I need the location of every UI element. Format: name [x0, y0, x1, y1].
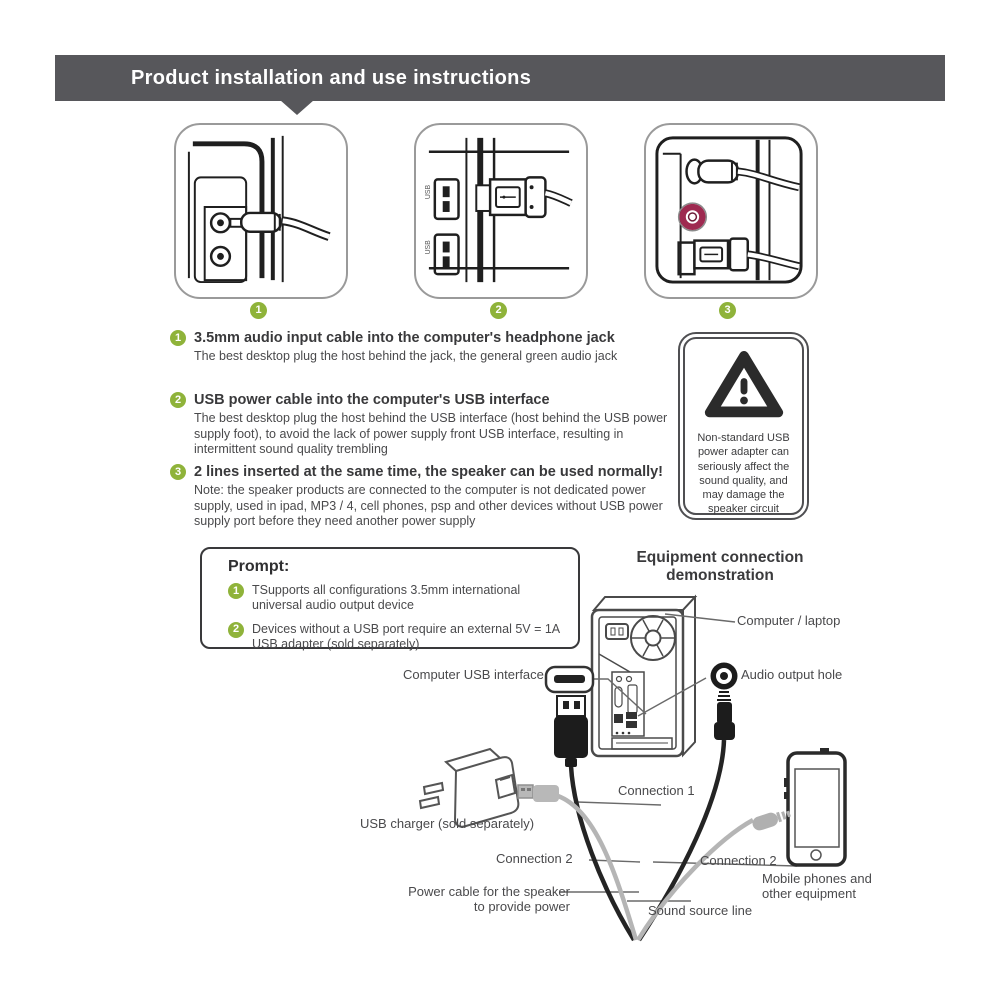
page-title: Product installation and use instructions	[131, 67, 532, 89]
computer-tower-drawing	[592, 597, 695, 756]
step-3-badge: 3	[170, 464, 186, 480]
step-2-text	[194, 392, 684, 458]
panel-3-number: 3	[719, 302, 736, 319]
panel-1-number: 1	[250, 302, 267, 319]
mobile-audio-plug-drawing	[751, 807, 792, 832]
usb-port-label-1: USB	[424, 184, 432, 200]
prompt-2-text: Devices without a USB port require an external 5V = 1A USB adapter (sold separately)	[252, 621, 560, 651]
usb-port-drawing	[421, 130, 577, 288]
audio-plug-drawing	[714, 692, 735, 740]
demo-title	[600, 549, 840, 586]
label-connection-2-left: Connection 2	[496, 851, 573, 866]
both-cables-drawing	[651, 130, 807, 288]
banner-notch	[280, 100, 314, 115]
warning-box	[678, 332, 809, 520]
panel-2-number: 2	[490, 302, 507, 319]
step-1-body: The best desktop plug the host behind the jack, the general green audio jack	[194, 349, 618, 363]
warning-text: Non-standard USB power adapter can seriously affect the sound quality, and may damage the speaker circuit	[697, 432, 790, 516]
label-audio-output-hole: Audio output hole	[741, 667, 843, 682]
label-mobile-phones: Mobile phones and other equipment	[762, 871, 872, 901]
step-3-body: Note: the speaker products are connected to the computer is not dedicated power supply, used in ipad, MP3 / 4, cell phones, psp and other devices without USB power supply port before they need another power supply	[194, 483, 663, 528]
step-2	[170, 392, 684, 458]
warning-box-inner	[683, 337, 804, 515]
panel-audio-jack	[174, 123, 348, 299]
usb-plug-drawing	[554, 696, 588, 767]
step-2-body: The best desktop plug the host behind the USB interface (host behind the USB power supply foot), to avoid the lack of power supply front USB interface, resulting in intermittent sound quality trembling	[194, 411, 668, 456]
label-computer-laptop: Computer / laptop	[737, 613, 841, 628]
label-computer-usb-interface: Computer USB interface	[403, 667, 544, 682]
warning-triangle-icon	[701, 347, 787, 423]
step-1-badge: 1	[170, 330, 186, 346]
label-usb-charger: USB charger (sold separately)	[360, 816, 535, 831]
demo-title-line1: Equipment connection	[636, 549, 804, 566]
label-power-cable: Power cable for the speaker to provide power	[408, 884, 570, 914]
usb-interface-icon	[546, 667, 593, 692]
prompt-1-text: TSupports all configurations 3.5mm international universal audio output device	[252, 583, 521, 613]
step-3-text	[194, 464, 684, 530]
charger-usb-connector-drawing	[518, 785, 559, 802]
prompt-1-badge: 1	[228, 583, 244, 599]
label-sound-source-line: Sound source line	[648, 903, 753, 918]
label-connection-1: Connection 1	[618, 783, 695, 798]
prompt-title: Prompt:	[228, 558, 290, 575]
audio-output-icon	[711, 663, 738, 690]
prompt-2-badge: 2	[228, 622, 244, 638]
step-2-title: USB power cable into the computer's USB interface	[194, 392, 550, 408]
step-3-title: 2 lines inserted at the same time, the speaker can be used normally!	[194, 464, 664, 480]
step-2-badge: 2	[170, 392, 186, 408]
header-banner	[55, 55, 945, 101]
label-connection-2-right: Connection 2	[700, 853, 777, 868]
panel-usb-port	[414, 123, 588, 299]
step-1-title: 3.5mm audio input cable into the computer's headphone jack	[194, 330, 615, 346]
panel-both-cables	[644, 123, 818, 299]
step-1-text	[194, 330, 639, 365]
demo-title-line2: demonstration	[666, 567, 774, 585]
usb-port-label-2: USB	[424, 240, 432, 255]
audio-jack-drawing	[181, 130, 337, 288]
step-1	[170, 330, 639, 365]
step-3	[170, 464, 684, 530]
mobile-phone-drawing	[784, 748, 845, 865]
